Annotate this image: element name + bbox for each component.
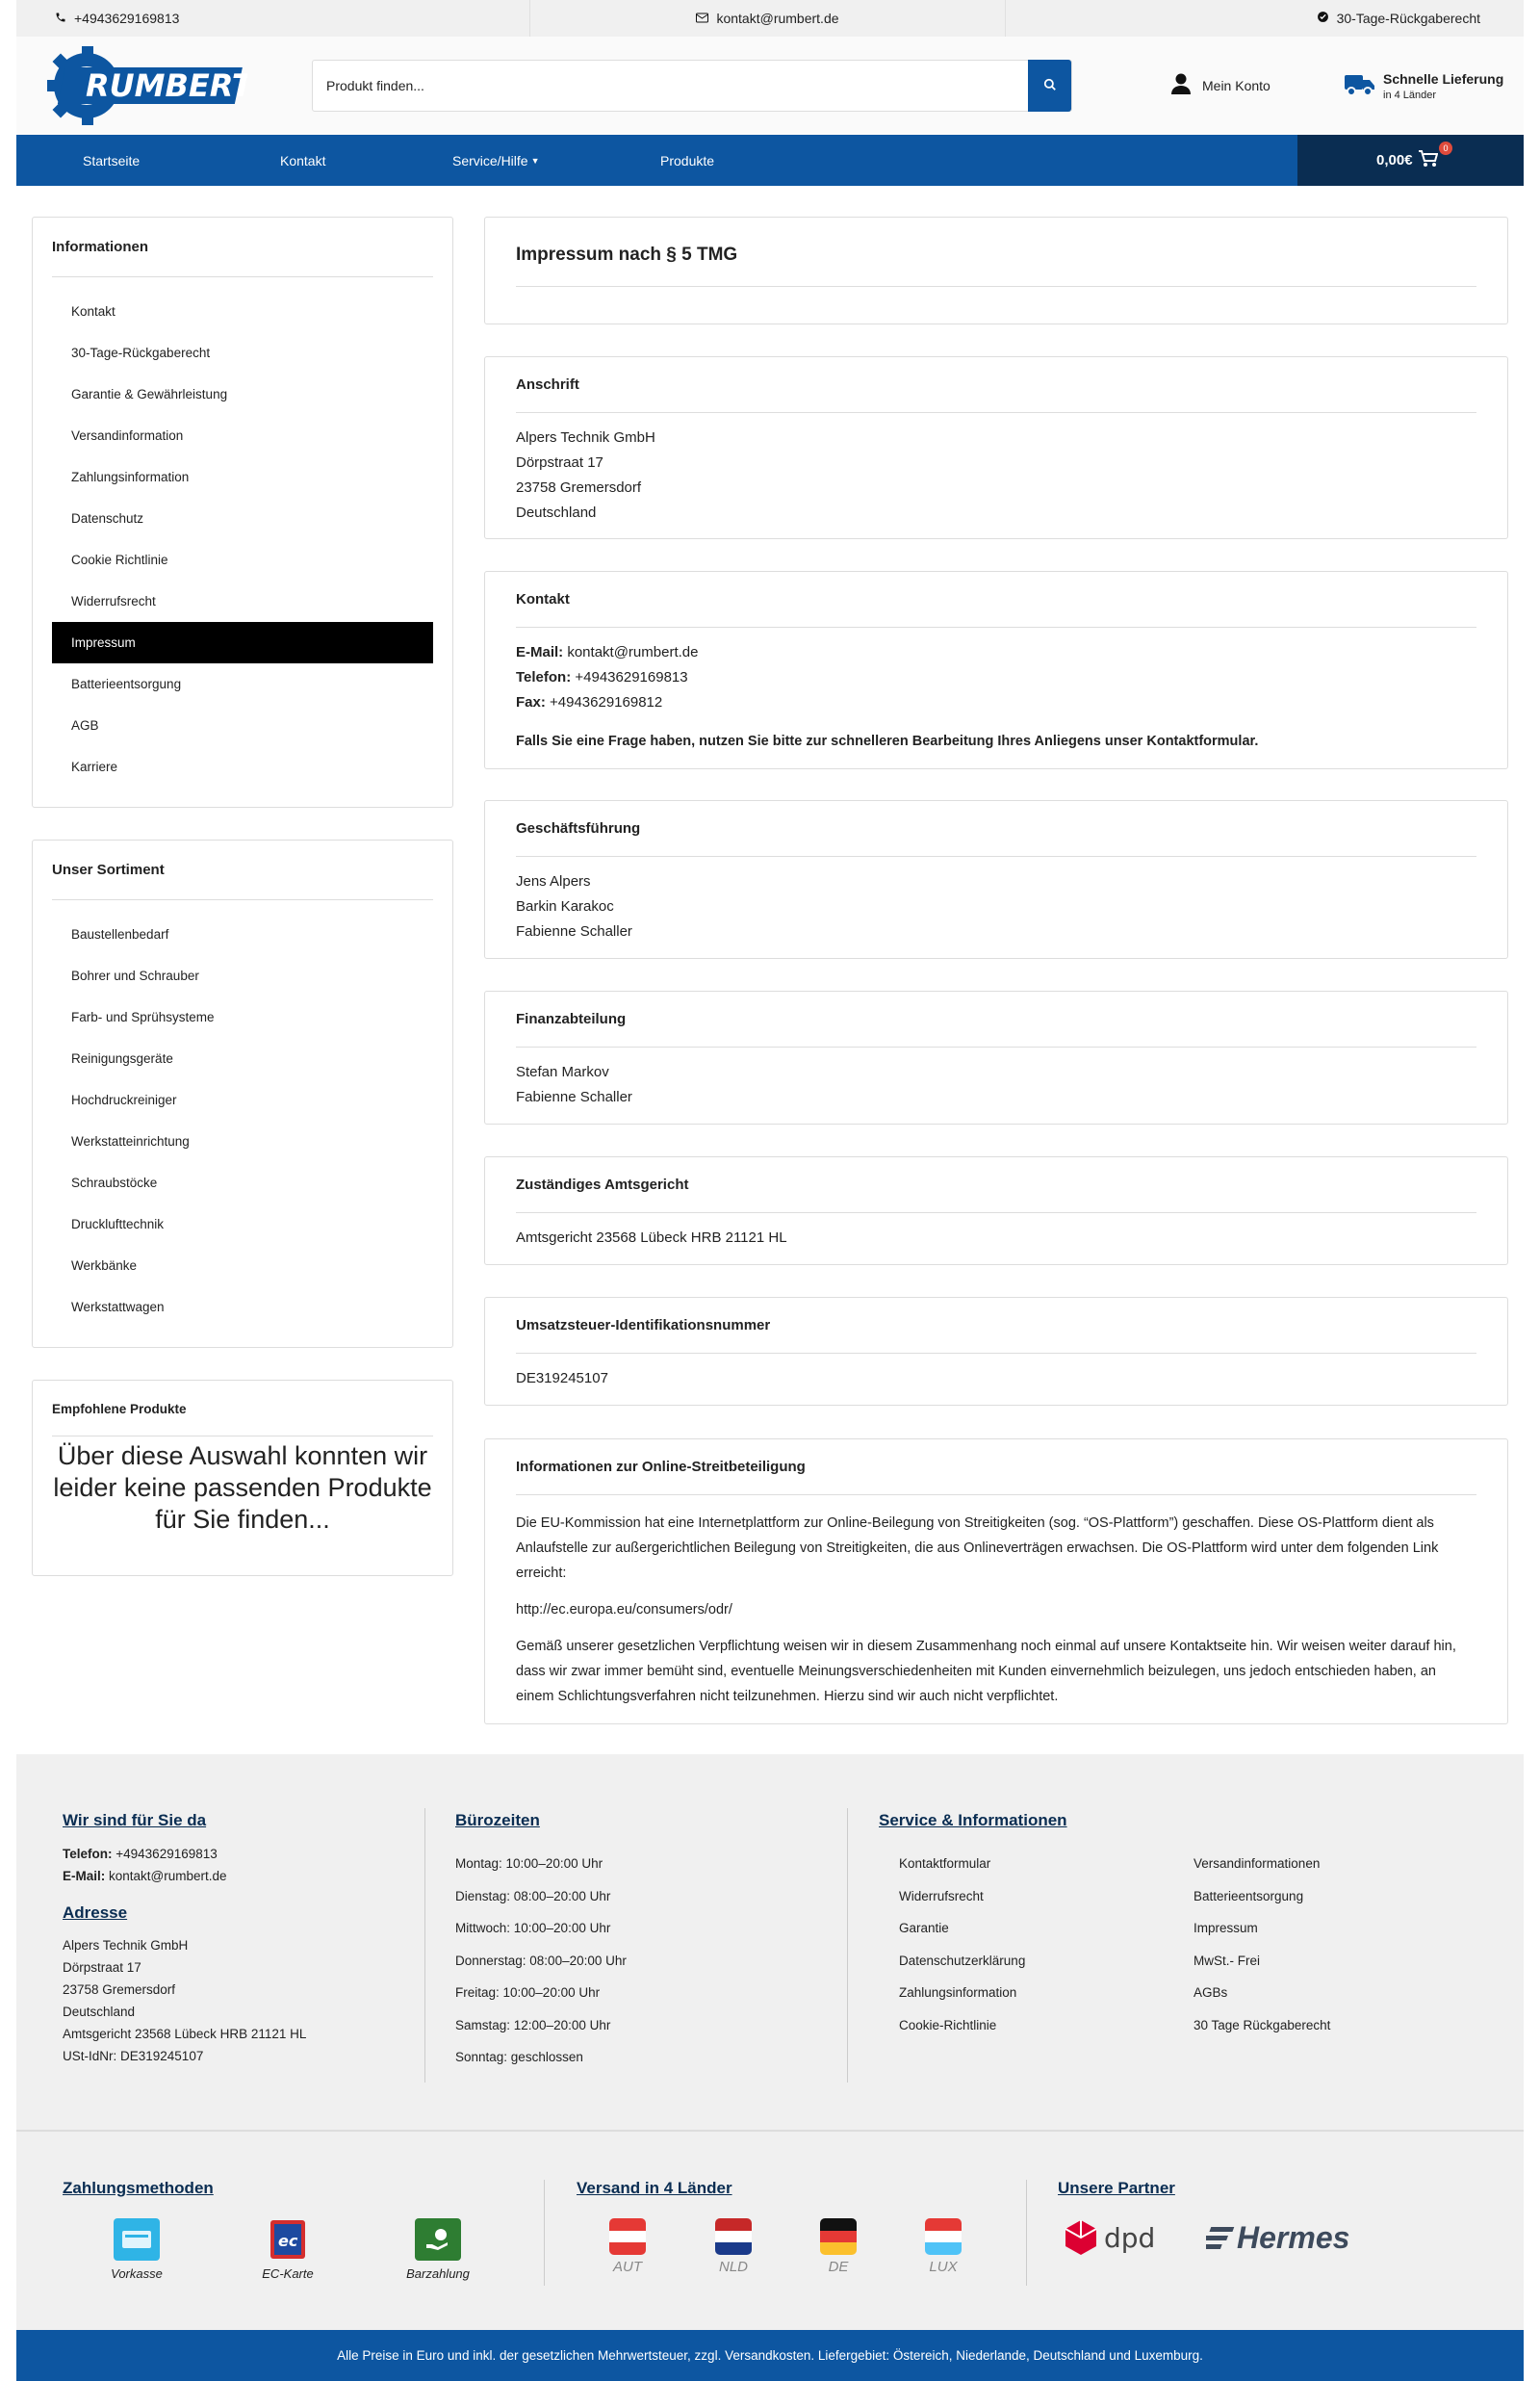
topbar-phone-text: +4943629169813: [74, 11, 180, 26]
topbar-return[interactable]: [1006, 0, 1524, 37]
flag-lux: [914, 2218, 972, 2275]
sidebar-item-datenschutz[interactable]: Datenschutz: [71, 511, 144, 526]
streit-heading: Informationen zur Online-Streitbeteiligung: [516, 1459, 806, 1475]
footer-phone[interactable]: +4943629169813: [116, 1847, 218, 1861]
footer-hours: [455, 1848, 627, 2074]
nav-kontakt[interactable]: Kontakt: [280, 152, 326, 168]
footer-address-heading: Adresse: [63, 1903, 128, 1922]
delivery-info: [1345, 71, 1503, 101]
footer-link-mwst[interactable]: MwSt.- Frei: [1194, 1953, 1260, 1968]
payment-ec: [244, 2218, 331, 2281]
country-code: AUT: [613, 2259, 642, 2275]
divider: [516, 1212, 1476, 1213]
sidebar-item-zahlung[interactable]: Zahlungsinformation: [71, 470, 190, 484]
rumbert-logo[interactable]: [45, 44, 247, 127]
finanz-body: [516, 1060, 1476, 1110]
geschaeftsfuehrung-heading: Geschäftsführung: [516, 820, 641, 837]
topbar-email-text: kontakt@rumbert.de: [716, 11, 839, 26]
footer-contact-heading: Wir sind für Sie da: [63, 1811, 207, 1829]
sidebar-item-bohrer[interactable]: Bohrer und Schrauber: [71, 969, 199, 983]
topbar-phone[interactable]: [16, 0, 530, 37]
footer-link-zahlung[interactable]: Zahlungsinformation: [899, 1985, 1017, 2000]
address-line: Alpers Technik GmbH: [516, 429, 655, 446]
hours-line: Samstag: 12:00–20:00 Uhr: [455, 2017, 611, 2032]
divider: [516, 1353, 1476, 1354]
cash-hand-icon: [415, 2218, 461, 2261]
cart-icon: [1419, 150, 1438, 171]
sidebar-info-title: Informationen: [52, 239, 148, 255]
sidebar-item-reinigung[interactable]: Reinigungsgeräte: [71, 1051, 173, 1066]
sidebar-item-agb[interactable]: AGB: [71, 718, 99, 733]
phone-icon: [55, 12, 66, 26]
nav-produkte[interactable]: Produkte: [660, 152, 715, 168]
search-button[interactable]: [1028, 60, 1071, 112]
ust-box: [484, 1297, 1508, 1406]
sidebar-recommended-box: [32, 1380, 453, 1576]
sidebar-item-hochdruck[interactable]: Hochdruckreiniger: [71, 1093, 177, 1107]
footer-address-line: Deutschland: [63, 2005, 136, 2019]
search-input[interactable]: [313, 61, 1015, 111]
price-note: Alle Preise in Euro und inkl. der gesetzlichen Mehrwertsteuer, zzgl. Versandkosten. Liefergebiet: Östereich, Niederlande, Deutschland und Luxemburg.: [337, 2348, 1203, 2363]
payment-label: Barzahlung: [406, 2266, 470, 2281]
footer-phone-label: Telefon:: [63, 1847, 113, 1861]
delivery-title: Schnelle Lieferung: [1383, 71, 1504, 87]
footer-address-line: USt-IdNr: DE319245107: [63, 2049, 204, 2063]
germany-flag-icon: [820, 2218, 857, 2255]
anschrift-body: [516, 426, 1476, 526]
fax-label: Fax:: [516, 694, 546, 711]
amtsgericht-box: [484, 1156, 1508, 1265]
kontakt-body: [516, 640, 1476, 754]
account-link[interactable]: [1171, 73, 1270, 97]
delivery-subtitle: in 4 Länder: [1383, 90, 1437, 101]
streit-p2b: hin. Wir weisen weiter darauf hin, dass wir zwar immer bemüht sind, eventuelle Meinungsverschiedenheiten mit Kunden einvernehmlich beizulegen, uns jedoch entschieden haben, an einem Schlichtungsverfahren nicht teilzunehmen. Hierzu sind wir auch nicht verpflichtet.: [516, 1639, 1456, 1704]
divider: [52, 276, 433, 277]
phone-value[interactable]: +4943629169813: [575, 669, 688, 686]
odr-link[interactable]: http://ec.europa.eu/consumers/odr/: [516, 1602, 732, 1618]
price-note-bar: [16, 2330, 1524, 2381]
hours-line: Sonntag: geschlossen: [455, 2050, 583, 2064]
footer-email[interactable]: kontakt@rumbert.de: [109, 1869, 227, 1883]
hours-line: Donnerstag: 08:00–20:00 Uhr: [455, 1953, 627, 1968]
streit-p2a: Gemäß unserer gesetzlichen Verpflichtung weisen wir in diesem Zusammenhang noch einmal auf unsere: [516, 1639, 1167, 1654]
sidebar-item-karriere[interactable]: Karriere: [71, 760, 118, 774]
flag-aut: [599, 2218, 656, 2275]
payment-heading: Zahlungsmethoden: [63, 2179, 214, 2197]
sidebar-item-versand[interactable]: Versandinformation: [71, 428, 184, 443]
sidebar-recommended-title: Empfohlene Produkte: [52, 1402, 187, 1416]
person-name: Barkin Karakoc: [516, 898, 614, 915]
nav-service-label: Service/Hilfe: [452, 152, 528, 168]
chevron-down-icon: ▼: [530, 155, 540, 166]
footer: [16, 1754, 1524, 2130]
sidebar-sortiment-list: [52, 914, 433, 1328]
footer-link-widerrufsrecht[interactable]: Widerrufsrecht: [899, 1888, 984, 1903]
sidebar-item-batterie[interactable]: Batterieentsorgung: [71, 677, 182, 691]
footer-address: [63, 1934, 306, 2067]
sidebar-item-widerruf[interactable]: Widerrufsrecht: [71, 594, 156, 608]
footer-link-rueckgabe[interactable]: 30 Tage Rückgaberecht: [1194, 2017, 1331, 2032]
footer-hours-heading: Bürozeiten: [455, 1811, 540, 1829]
divider: [516, 627, 1476, 628]
sidebar-item-werkstatteinrichtung[interactable]: Werkstatteinrichtung: [71, 1134, 190, 1149]
footer-contact: [63, 1843, 227, 1887]
hermes-text: Hermes: [1237, 2220, 1350, 2255]
footer-link-cookie[interactable]: Cookie-Richtlinie: [899, 2017, 997, 2032]
hours-line: Mittwoch: 10:00–20:00 Uhr: [455, 1921, 611, 1935]
hours-line: Montag: 10:00–20:00 Uhr: [455, 1856, 603, 1871]
amtsgericht-heading: Zuständiges Amtsgericht: [516, 1177, 689, 1193]
payment-label: EC-Karte: [262, 2266, 314, 2281]
country-code: NLD: [718, 2259, 748, 2275]
sidebar-item-werkbaenke[interactable]: Werkbänke: [71, 1258, 138, 1273]
site-header: [16, 37, 1524, 135]
country-code: DE: [828, 2259, 849, 2275]
footer-address-line: Amtsgericht 23568 Lübeck HRB 21121 HL: [63, 2027, 307, 2041]
footer-logos: [16, 2132, 1524, 2330]
sidebar-item-werkstattwagen[interactable]: Werkstattwagen: [71, 1300, 165, 1314]
footer-service-left: [899, 1848, 1025, 2041]
kontakt-box: [484, 571, 1508, 769]
truck-icon: [1345, 72, 1375, 100]
person-name: Jens Alpers: [516, 873, 591, 890]
dpd-logo: [1064, 2218, 1155, 2257]
sidebar-item-druckluft[interactable]: Drucklufttechnik: [71, 1217, 165, 1231]
sidebar-sortiment-box: [32, 840, 453, 1348]
payment-vorkasse: [93, 2218, 180, 2281]
ec-card-icon: [265, 2218, 311, 2261]
hours-line: Freitag: 10:00–20:00 Uhr: [455, 1985, 601, 2000]
hours-line: Dienstag: 08:00–20:00 Uhr: [455, 1888, 611, 1903]
sidebar-info-list: [52, 291, 433, 788]
dpd-text: dpd: [1104, 2221, 1156, 2254]
finanz-heading: Finanzabteilung: [516, 1011, 627, 1027]
geschaeftsfuehrung-box: [484, 800, 1508, 959]
sidebar-item-rueckgaberecht[interactable]: 30-Tage-Rückgaberecht: [71, 346, 211, 360]
amtsgericht-text: Amtsgericht 23568 Lübeck HRB 21121 HL: [516, 1229, 787, 1246]
divider: [52, 899, 433, 900]
impressum-title-box: [484, 217, 1508, 324]
anschrift-box: [484, 356, 1508, 539]
payment-label: Vorkasse: [111, 2266, 163, 2281]
cart-total: 0,00€: [1376, 152, 1413, 168]
recommended-empty-message: Über diese Auswahl konnten wir leider keine passenden Produkte für Sie finden...: [53, 1441, 432, 1534]
sidebar-item-impressum[interactable]: Impressum: [52, 622, 433, 663]
kontakt-heading: Kontakt: [516, 591, 570, 608]
ust-heading: Umsatzsteuer-Identifikationsnummer: [516, 1317, 771, 1333]
person-name: Fabienne Schaller: [516, 1089, 632, 1105]
logo-text: RUMBERT: [86, 67, 247, 104]
hermes-logo: [1206, 2220, 1349, 2256]
finanz-box: [484, 991, 1508, 1125]
sidebar-item-kontakt[interactable]: Kontakt: [71, 304, 116, 319]
person-name: Fabienne Schaller: [516, 923, 632, 940]
main-nav: [16, 135, 1524, 186]
email-value[interactable]: kontakt@rumbert.de: [567, 644, 699, 660]
kontaktformular-link[interactable]: Kontaktformular.: [1146, 734, 1259, 749]
divider: [544, 2180, 545, 2286]
footer-email-label: E-Mail:: [63, 1869, 106, 1883]
ust-text: DE319245107: [516, 1370, 608, 1386]
kontaktseite-link[interactable]: Kontaktseite: [1169, 1639, 1247, 1654]
cart-count-badge: 0: [1439, 142, 1452, 155]
search-bar: [312, 60, 1072, 112]
divider: [516, 412, 1476, 413]
kontakt-note: Falls Sie eine Frage haben, nutzen Sie bitte zur schnelleren Bearbeitung Ihres Anliegens unser: [516, 734, 1143, 749]
top-info-bar: [16, 0, 1524, 37]
divider: [516, 856, 1476, 857]
anschrift-heading: Anschrift: [516, 376, 579, 393]
badge-check-icon: [1317, 11, 1329, 26]
streit-box: [484, 1438, 1508, 1724]
footer-address-line: Dörpstraat 17: [63, 1960, 141, 1975]
search-icon: [1043, 78, 1057, 94]
svg-text:ec: ec: [278, 2232, 298, 2250]
fax-value: +4943629169812: [550, 694, 663, 711]
divider: [424, 1808, 425, 2083]
footer-service-heading: Service & Informationen: [879, 1811, 1067, 1829]
address-line: Dörpstraat 17: [516, 454, 603, 471]
luxembourg-flag-icon: [925, 2218, 962, 2255]
sidebar-item-schraubstoecke[interactable]: Schraubstöcke: [71, 1176, 158, 1190]
account-label: Mein Konto: [1202, 77, 1270, 93]
sidebar-info-box: [32, 217, 453, 808]
sidebar-item-farb[interactable]: Farb- und Sprühsysteme: [71, 1010, 215, 1024]
nav-service[interactable]: [452, 135, 540, 186]
user-icon: [1171, 73, 1202, 97]
divider: [516, 286, 1476, 287]
payment-bar: [395, 2218, 481, 2281]
phone-label: Telefon:: [516, 669, 572, 686]
sidebar-item-cookie[interactable]: Cookie Richtlinie: [71, 553, 168, 567]
footer-link-agbs[interactable]: AGBs: [1194, 1985, 1228, 2000]
footer-link-garantie[interactable]: Garantie: [899, 1921, 949, 1935]
footer-address-line: 23758 Gremersdorf: [63, 1982, 176, 1997]
country-code: LUX: [929, 2259, 958, 2275]
cart-button[interactable]: [1297, 135, 1524, 186]
streit-paragraph-2: [516, 1634, 1476, 1709]
footer-address-line: Alpers Technik GmbH: [63, 1938, 189, 1953]
divider: [1026, 2180, 1027, 2286]
footer-link-impressum[interactable]: Impressum: [1194, 1921, 1258, 1935]
streit-body: [516, 1511, 1476, 1709]
sidebar-item-baustellenbedarf[interactable]: Baustellenbedarf: [71, 927, 169, 942]
geschaeftsfuehrung-body: [516, 869, 1476, 945]
email-label: E-Mail:: [516, 644, 564, 660]
mail-icon: [696, 12, 708, 26]
footer-service-right: [1194, 1848, 1330, 2041]
sidebar-item-garantie[interactable]: Garantie & Gewährleistung: [71, 387, 228, 401]
topbar-email[interactable]: [530, 0, 1006, 37]
divider: [847, 1808, 848, 2083]
person-name: Stefan Markov: [516, 1064, 609, 1080]
page-title: Impressum nach § 5 TMG: [516, 245, 738, 265]
sidebar-sortiment-title: Unser Sortiment: [52, 862, 165, 878]
topbar-return-text: 30-Tage-Rückgaberecht: [1336, 11, 1480, 26]
divider: [516, 1047, 1476, 1048]
shipping-heading: Versand in 4 Länder: [577, 2179, 732, 2197]
austria-flag-icon: [609, 2218, 646, 2255]
footer-link-datenschutz[interactable]: Datenschutzerklärung: [899, 1953, 1026, 1968]
footer-link-versand[interactable]: Versandinformationen: [1194, 1856, 1321, 1871]
flag-nld: [705, 2218, 762, 2275]
partner-heading: Unsere Partner: [1058, 2179, 1175, 2197]
address-line: Deutschland: [516, 505, 597, 521]
streit-paragraph-1: Die EU-Kommission hat eine Internetplattform zur Online-Beilegung von Streitigkeiten (sog. “OS-Plattform”) geschaffen. Diese OS-Plattform dient als Anlaufstelle zur außergerichtlichen Beilegung von Streitigkeiten, die aus Onlineverträgen erwachsen. Die OS-Plattform wird unter dem folgenden Link erreicht:: [516, 1515, 1439, 1581]
vorkasse-icon: [114, 2218, 160, 2261]
footer-link-batterie[interactable]: Batterieentsorgung: [1194, 1888, 1304, 1903]
address-line: 23758 Gremersdorf: [516, 479, 642, 496]
footer-link-kontaktformular[interactable]: Kontaktformular: [899, 1856, 991, 1871]
flag-de: [809, 2218, 867, 2275]
nav-startseite[interactable]: Startseite: [83, 152, 141, 168]
divider: [516, 1494, 1476, 1495]
netherlands-flag-icon: [715, 2218, 752, 2255]
